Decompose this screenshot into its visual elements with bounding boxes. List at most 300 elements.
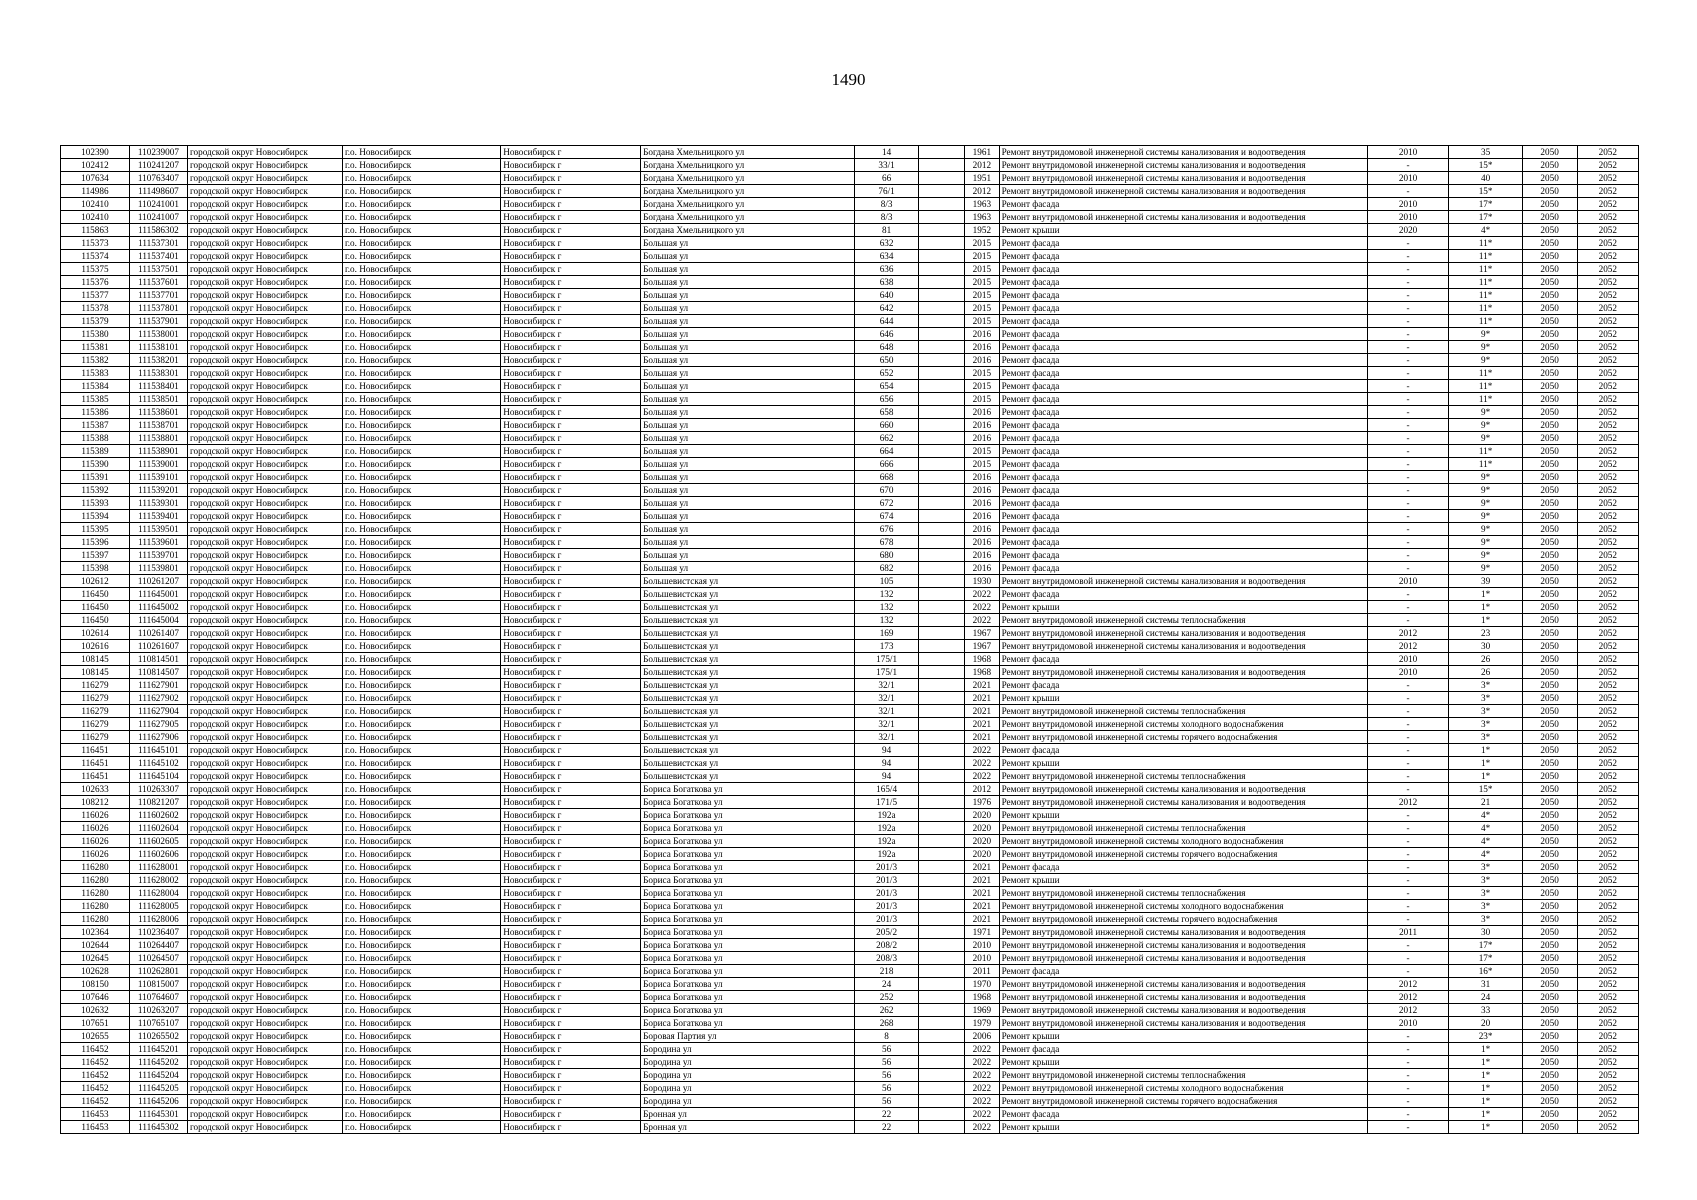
cell-settlement: Новосибирск г	[501, 445, 641, 458]
cell-house-number: 640	[855, 289, 919, 302]
cell-year-built: 2016	[965, 328, 999, 341]
cell-last-repair-year: 2010	[1367, 198, 1449, 211]
cell-municipal-district: городской округ Новосибирск	[188, 341, 343, 354]
cell-settlement: Новосибирск г	[501, 1004, 641, 1017]
cell-plan-start-year: 2050	[1522, 172, 1577, 185]
cell-years-since-repair: 1*	[1449, 614, 1522, 627]
cell-extra	[918, 289, 964, 302]
cell-plan-start-year: 2050	[1522, 250, 1577, 263]
cell-municipal-district: городской округ Новосибирск	[188, 263, 343, 276]
cell-house-number: 262	[855, 1004, 919, 1017]
cell-plan-end-year: 2052	[1577, 978, 1638, 991]
cell-settlement: Новосибирск г	[501, 614, 641, 627]
cell-extra	[918, 874, 964, 887]
cell-extra	[918, 562, 964, 575]
cell-house-number: 674	[855, 510, 919, 523]
cell-work-type: Ремонт фасада	[999, 432, 1367, 445]
cell-work-type: Ремонт фасада	[999, 406, 1367, 419]
cell-work-id: 111602605	[129, 835, 187, 848]
cell-plan-start-year: 2050	[1522, 575, 1577, 588]
cell-house-id: 107634	[61, 172, 130, 185]
cell-year-built: 2012	[965, 159, 999, 172]
cell-last-repair-year: -	[1367, 458, 1449, 471]
cell-plan-end-year: 2052	[1577, 315, 1638, 328]
cell-last-repair-year: -	[1367, 952, 1449, 965]
cell-street: Бориса Богаткова ул	[641, 848, 855, 861]
cell-house-number: 56	[855, 1082, 919, 1095]
cell-work-id: 110261407	[129, 627, 187, 640]
cell-work-id: 111539401	[129, 510, 187, 523]
cell-extra	[918, 1017, 964, 1030]
cell-years-since-repair: 11*	[1449, 302, 1522, 315]
table-row	[61, 1069, 1639, 1082]
cell-years-since-repair: 4*	[1449, 809, 1522, 822]
cell-extra	[918, 406, 964, 419]
cell-house-number: 201/3	[855, 900, 919, 913]
cell-municipal-district: городской округ Новосибирск	[188, 315, 343, 328]
cell-municipal-district: городской округ Новосибирск	[188, 406, 343, 419]
cell-years-since-repair: 4*	[1449, 822, 1522, 835]
cell-plan-end-year: 2052	[1577, 861, 1638, 874]
cell-last-repair-year: -	[1367, 276, 1449, 289]
cell-work-type: Ремонт фасада	[999, 250, 1367, 263]
cell-plan-start-year: 2050	[1522, 497, 1577, 510]
cell-year-built: 1963	[965, 211, 999, 224]
cell-work-id: 111538701	[129, 419, 187, 432]
cell-house-id: 116450	[61, 614, 130, 627]
cell-plan-end-year: 2052	[1577, 900, 1638, 913]
cell-last-repair-year: 2012	[1367, 640, 1449, 653]
cell-work-id: 111628006	[129, 913, 187, 926]
cell-year-built: 2015	[965, 263, 999, 276]
cell-house-id: 116453	[61, 1108, 130, 1121]
cell-work-type: Ремонт внутридомовой инженерной системы теплоснабжения	[999, 705, 1367, 718]
cell-work-type: Ремонт внутридомовой инженерной системы канализования и водоотведения	[999, 575, 1367, 588]
cell-work-type: Ремонт фасада	[999, 367, 1367, 380]
cell-plan-end-year: 2052	[1577, 549, 1638, 562]
cell-municipal-district: городской округ Новосибирск	[188, 822, 343, 835]
cell-municipal-district: городской округ Новосибирск	[188, 198, 343, 211]
cell-house-number: 105	[855, 575, 919, 588]
cell-plan-end-year: 2052	[1577, 627, 1638, 640]
cell-plan-start-year: 2050	[1522, 939, 1577, 952]
cell-municipal-district: городской округ Новосибирск	[188, 211, 343, 224]
cell-year-built: 1969	[965, 1004, 999, 1017]
cell-work-type: Ремонт фасада	[999, 965, 1367, 978]
cell-house-id: 115396	[61, 536, 130, 549]
cell-municipality: г.о. Новосибирск	[343, 874, 501, 887]
cell-settlement: Новосибирск г	[501, 757, 641, 770]
cell-municipality: г.о. Новосибирск	[343, 835, 501, 848]
cell-municipal-district: городской округ Новосибирск	[188, 224, 343, 237]
cell-house-id: 116452	[61, 1056, 130, 1069]
cell-municipal-district: городской округ Новосибирск	[188, 562, 343, 575]
cell-municipality: г.о. Новосибирск	[343, 432, 501, 445]
cell-work-id: 111628002	[129, 874, 187, 887]
cell-work-id: 111586302	[129, 224, 187, 237]
table-row	[61, 978, 1639, 991]
cell-work-type: Ремонт внутридомовой инженерной системы теплоснабжения	[999, 887, 1367, 900]
cell-municipality: г.о. Новосибирск	[343, 328, 501, 341]
cell-work-type: Ремонт крыши	[999, 757, 1367, 770]
cell-last-repair-year: -	[1367, 913, 1449, 926]
cell-street: Большая ул	[641, 250, 855, 263]
cell-extra	[918, 302, 964, 315]
cell-municipal-district: городской округ Новосибирск	[188, 276, 343, 289]
cell-plan-end-year: 2052	[1577, 926, 1638, 939]
cell-extra	[918, 653, 964, 666]
table-row	[61, 887, 1639, 900]
cell-house-number: 132	[855, 588, 919, 601]
cell-municipality: г.о. Новосибирск	[343, 692, 501, 705]
cell-last-repair-year: -	[1367, 406, 1449, 419]
cell-house-id: 102364	[61, 926, 130, 939]
cell-plan-end-year: 2052	[1577, 679, 1638, 692]
cell-municipal-district: городской округ Новосибирск	[188, 640, 343, 653]
cell-last-repair-year: -	[1367, 705, 1449, 718]
cell-plan-end-year: 2052	[1577, 835, 1638, 848]
cell-last-repair-year: -	[1367, 679, 1449, 692]
cell-year-built: 2022	[965, 1108, 999, 1121]
cell-settlement: Новосибирск г	[501, 250, 641, 263]
cell-last-repair-year: 2010	[1367, 172, 1449, 185]
cell-municipality: г.о. Новосибирск	[343, 1082, 501, 1095]
cell-plan-start-year: 2050	[1522, 653, 1577, 666]
table-row	[61, 809, 1639, 822]
cell-years-since-repair: 26	[1449, 666, 1522, 679]
table-row	[61, 1095, 1639, 1108]
table-row	[61, 523, 1639, 536]
cell-house-number: 652	[855, 367, 919, 380]
cell-house-number: 22	[855, 1108, 919, 1121]
cell-municipal-district: городской округ Новосибирск	[188, 614, 343, 627]
cell-last-repair-year: -	[1367, 744, 1449, 757]
cell-municipality: г.о. Новосибирск	[343, 783, 501, 796]
cell-settlement: Новосибирск г	[501, 926, 641, 939]
cell-plan-start-year: 2050	[1522, 185, 1577, 198]
cell-work-type: Ремонт фасада	[999, 523, 1367, 536]
cell-street: Бориса Богаткова ул	[641, 783, 855, 796]
cell-street: Бронная ул	[641, 1108, 855, 1121]
cell-work-id: 111538301	[129, 367, 187, 380]
cell-year-built: 2020	[965, 822, 999, 835]
cell-settlement: Новосибирск г	[501, 432, 641, 445]
cell-last-repair-year: 2010	[1367, 575, 1449, 588]
cell-years-since-repair: 11*	[1449, 393, 1522, 406]
table-row	[61, 237, 1639, 250]
cell-years-since-repair: 3*	[1449, 692, 1522, 705]
cell-settlement: Новосибирск г	[501, 146, 641, 159]
cell-municipality: г.о. Новосибирск	[343, 887, 501, 900]
cell-house-number: 132	[855, 614, 919, 627]
cell-municipality: г.о. Новосибирск	[343, 367, 501, 380]
cell-plan-start-year: 2050	[1522, 718, 1577, 731]
cell-municipality: г.о. Новосибирск	[343, 770, 501, 783]
cell-work-id: 111645101	[129, 744, 187, 757]
cell-settlement: Новосибирск г	[501, 315, 641, 328]
table-row	[61, 172, 1639, 185]
cell-work-id: 110236407	[129, 926, 187, 939]
cell-extra	[918, 250, 964, 263]
cell-street: Большая ул	[641, 549, 855, 562]
cell-last-repair-year: -	[1367, 237, 1449, 250]
cell-settlement: Новосибирск г	[501, 380, 641, 393]
cell-work-id: 111645102	[129, 757, 187, 770]
cell-house-number: 650	[855, 354, 919, 367]
cell-plan-end-year: 2052	[1577, 809, 1638, 822]
cell-years-since-repair: 30	[1449, 926, 1522, 939]
cell-house-id: 116279	[61, 705, 130, 718]
cell-street: Большая ул	[641, 471, 855, 484]
cell-work-type: Ремонт фасада	[999, 263, 1367, 276]
cell-years-since-repair: 1*	[1449, 1108, 1522, 1121]
cell-house-id: 102412	[61, 159, 130, 172]
cell-settlement: Новосибирск г	[501, 523, 641, 536]
cell-house-number: 175/1	[855, 653, 919, 666]
cell-extra	[918, 1095, 964, 1108]
cell-year-built: 2015	[965, 289, 999, 302]
cell-house-number: 33/1	[855, 159, 919, 172]
cell-settlement: Новосибирск г	[501, 159, 641, 172]
cell-work-type: Ремонт крыши	[999, 692, 1367, 705]
cell-year-built: 2020	[965, 835, 999, 848]
cell-municipal-district: городской округ Новосибирск	[188, 549, 343, 562]
cell-house-id: 116280	[61, 913, 130, 926]
cell-street: Большая ул	[641, 393, 855, 406]
cell-house-id: 116026	[61, 822, 130, 835]
cell-years-since-repair: 33	[1449, 1004, 1522, 1017]
cell-municipal-district: городской округ Новосибирск	[188, 601, 343, 614]
table-row	[61, 718, 1639, 731]
cell-last-repair-year: 2020	[1367, 224, 1449, 237]
cell-work-type: Ремонт крыши	[999, 1056, 1367, 1069]
cell-work-id: 111645205	[129, 1082, 187, 1095]
cell-house-id: 115383	[61, 367, 130, 380]
cell-plan-end-year: 2052	[1577, 1030, 1638, 1043]
cell-years-since-repair: 1*	[1449, 1056, 1522, 1069]
cell-street: Большая ул	[641, 263, 855, 276]
cell-street: Большая ул	[641, 289, 855, 302]
cell-last-repair-year: 2012	[1367, 978, 1449, 991]
cell-plan-end-year: 2052	[1577, 1069, 1638, 1082]
cell-work-type: Ремонт фасада	[999, 302, 1367, 315]
cell-extra	[918, 445, 964, 458]
cell-year-built: 2022	[965, 1121, 999, 1134]
cell-work-type: Ремонт фасада	[999, 679, 1367, 692]
table-row	[61, 588, 1639, 601]
cell-year-built: 2016	[965, 523, 999, 536]
cell-extra	[918, 744, 964, 757]
cell-last-repair-year: -	[1367, 809, 1449, 822]
cell-last-repair-year: -	[1367, 835, 1449, 848]
cell-street: Большая ул	[641, 315, 855, 328]
cell-municipal-district: городской округ Новосибирск	[188, 666, 343, 679]
cell-extra	[918, 757, 964, 770]
table-row	[61, 692, 1639, 705]
cell-plan-end-year: 2052	[1577, 1004, 1638, 1017]
cell-work-type: Ремонт внутридомовой инженерной системы канализования и водоотведения	[999, 783, 1367, 796]
cell-year-built: 2022	[965, 1069, 999, 1082]
cell-last-repair-year: -	[1367, 874, 1449, 887]
cell-municipal-district: городской округ Новосибирск	[188, 926, 343, 939]
table-row	[61, 601, 1639, 614]
cell-year-built: 2015	[965, 458, 999, 471]
cell-work-type: Ремонт внутридомовой инженерной системы канализования и водоотведения	[999, 666, 1367, 679]
cell-house-number: 218	[855, 965, 919, 978]
table-row	[61, 393, 1639, 406]
cell-extra	[918, 484, 964, 497]
cell-plan-end-year: 2052	[1577, 887, 1638, 900]
cell-years-since-repair: 15*	[1449, 159, 1522, 172]
cell-years-since-repair: 23	[1449, 627, 1522, 640]
cell-year-built: 2021	[965, 679, 999, 692]
cell-work-type: Ремонт крыши	[999, 874, 1367, 887]
cell-year-built: 2012	[965, 783, 999, 796]
cell-house-number: 56	[855, 1069, 919, 1082]
cell-plan-start-year: 2050	[1522, 549, 1577, 562]
cell-house-id: 116450	[61, 588, 130, 601]
cell-work-type: Ремонт крыши	[999, 601, 1367, 614]
cell-year-built: 2022	[965, 1056, 999, 1069]
cell-plan-end-year: 2052	[1577, 653, 1638, 666]
cell-house-id: 115382	[61, 354, 130, 367]
cell-years-since-repair: 1*	[1449, 1069, 1522, 1082]
cell-year-built: 1976	[965, 796, 999, 809]
cell-street: Бородина ул	[641, 1095, 855, 1108]
cell-settlement: Новосибирск г	[501, 1043, 641, 1056]
table-row	[61, 419, 1639, 432]
table-row	[61, 445, 1639, 458]
cell-last-repair-year: -	[1367, 718, 1449, 731]
cell-street: Большевистская ул	[641, 601, 855, 614]
cell-last-repair-year: 2012	[1367, 796, 1449, 809]
cell-last-repair-year: -	[1367, 731, 1449, 744]
cell-work-id: 111538201	[129, 354, 187, 367]
cell-plan-start-year: 2050	[1522, 861, 1577, 874]
cell-plan-start-year: 2050	[1522, 224, 1577, 237]
cell-extra	[918, 1030, 964, 1043]
cell-last-repair-year: -	[1367, 757, 1449, 770]
table-row	[61, 471, 1639, 484]
cell-municipality: г.о. Новосибирск	[343, 380, 501, 393]
cell-plan-end-year: 2052	[1577, 354, 1638, 367]
table-row	[61, 965, 1639, 978]
cell-plan-start-year: 2050	[1522, 965, 1577, 978]
cell-extra	[918, 588, 964, 601]
cell-municipality: г.о. Новосибирск	[343, 237, 501, 250]
cell-street: Богдана Хмельницкого ул	[641, 224, 855, 237]
cell-municipality: г.о. Новосибирск	[343, 965, 501, 978]
cell-last-repair-year: -	[1367, 614, 1449, 627]
cell-work-type: Ремонт фасада	[999, 471, 1367, 484]
cell-last-repair-year: -	[1367, 848, 1449, 861]
cell-work-type: Ремонт внутридомовой инженерной системы канализования и водоотведения	[999, 796, 1367, 809]
cell-house-id: 102390	[61, 146, 130, 159]
cell-plan-end-year: 2052	[1577, 562, 1638, 575]
cell-house-id: 116452	[61, 1082, 130, 1095]
cell-work-type: Ремонт внутридомовой инженерной системы канализования и водоотведения	[999, 939, 1367, 952]
cell-house-id: 115863	[61, 224, 130, 237]
cell-plan-start-year: 2050	[1522, 1043, 1577, 1056]
cell-plan-end-year: 2052	[1577, 705, 1638, 718]
cell-house-id: 115394	[61, 510, 130, 523]
cell-house-number: 670	[855, 484, 919, 497]
cell-street: Большевистская ул	[641, 614, 855, 627]
cell-year-built: 2022	[965, 1043, 999, 1056]
cell-house-number: 208/2	[855, 939, 919, 952]
cell-years-since-repair: 9*	[1449, 406, 1522, 419]
cell-house-number: 192а	[855, 809, 919, 822]
cell-last-repair-year: -	[1367, 315, 1449, 328]
cell-house-id: 116280	[61, 887, 130, 900]
cell-work-type: Ремонт внутридомовой инженерной системы канализования и водоотведения	[999, 627, 1367, 640]
cell-work-id: 111539701	[129, 549, 187, 562]
cell-plan-end-year: 2052	[1577, 614, 1638, 627]
cell-street: Бородина ул	[641, 1056, 855, 1069]
cell-municipal-district: городской округ Новосибирск	[188, 432, 343, 445]
cell-year-built: 2010	[965, 939, 999, 952]
cell-house-id: 116451	[61, 770, 130, 783]
cell-settlement: Новосибирск г	[501, 965, 641, 978]
cell-last-repair-year: -	[1367, 887, 1449, 900]
cell-last-repair-year: -	[1367, 601, 1449, 614]
cell-municipality: г.о. Новосибирск	[343, 653, 501, 666]
cell-years-since-repair: 9*	[1449, 328, 1522, 341]
cell-work-type: Ремонт фасада	[999, 497, 1367, 510]
table-row	[61, 913, 1639, 926]
cell-work-id: 111539501	[129, 523, 187, 536]
cell-plan-end-year: 2052	[1577, 367, 1638, 380]
cell-plan-start-year: 2050	[1522, 796, 1577, 809]
cell-work-type: Ремонт фасада	[999, 562, 1367, 575]
cell-work-type: Ремонт внутридомовой инженерной системы теплоснабжения	[999, 822, 1367, 835]
cell-settlement: Новосибирск г	[501, 666, 641, 679]
cell-year-built: 2021	[965, 705, 999, 718]
cell-years-since-repair: 9*	[1449, 341, 1522, 354]
cell-last-repair-year: 2012	[1367, 991, 1449, 1004]
cell-plan-end-year: 2052	[1577, 237, 1638, 250]
cell-work-type: Ремонт фасада	[999, 276, 1367, 289]
cell-municipal-district: городской округ Новосибирск	[188, 471, 343, 484]
cell-extra	[918, 679, 964, 692]
cell-settlement: Новосибирск г	[501, 419, 641, 432]
table-row	[61, 341, 1639, 354]
cell-work-id: 111538401	[129, 380, 187, 393]
cell-work-type: Ремонт фасада	[999, 198, 1367, 211]
cell-plan-end-year: 2052	[1577, 159, 1638, 172]
cell-last-repair-year: -	[1367, 1030, 1449, 1043]
cell-street: Бронная ул	[641, 1121, 855, 1134]
cell-last-repair-year: -	[1367, 328, 1449, 341]
cell-settlement: Новосибирск г	[501, 328, 641, 341]
cell-year-built: 2020	[965, 848, 999, 861]
cell-municipality: г.о. Новосибирск	[343, 146, 501, 159]
cell-plan-end-year: 2052	[1577, 458, 1638, 471]
cell-house-number: 94	[855, 770, 919, 783]
cell-plan-start-year: 2050	[1522, 601, 1577, 614]
cell-settlement: Новосибирск г	[501, 237, 641, 250]
cell-settlement: Новосибирск г	[501, 653, 641, 666]
cell-street: Большая ул	[641, 380, 855, 393]
cell-house-id: 116452	[61, 1043, 130, 1056]
cell-plan-start-year: 2050	[1522, 900, 1577, 913]
cell-house-id: 102628	[61, 965, 130, 978]
cell-plan-end-year: 2052	[1577, 757, 1638, 770]
cell-plan-start-year: 2050	[1522, 978, 1577, 991]
cell-street: Бориса Богаткова ул	[641, 809, 855, 822]
cell-year-built: 2015	[965, 367, 999, 380]
cell-year-built: 1968	[965, 653, 999, 666]
